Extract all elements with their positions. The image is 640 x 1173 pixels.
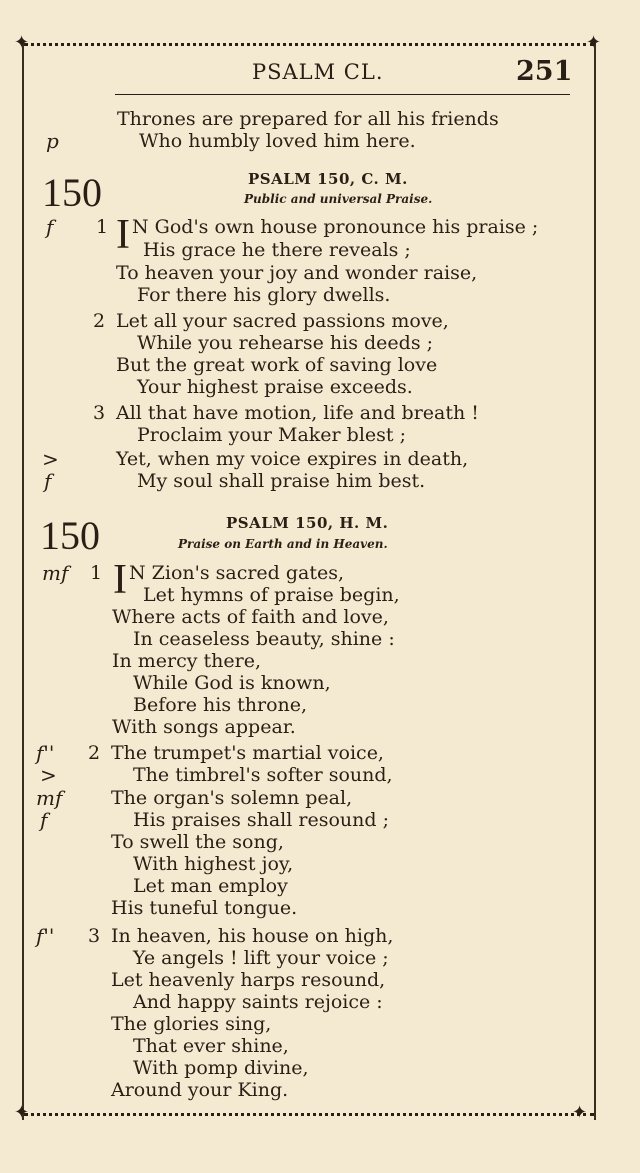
dynamic-mark: f'' <box>36 924 55 948</box>
hymn-subtitle: Praise on Earth and in Heaven. <box>178 537 388 551</box>
dynamic-mark: mf <box>36 786 63 810</box>
verse-line: Proclaim your Maker blest ; <box>137 424 406 446</box>
hymn-title: PSALM 150, H. M. <box>226 514 389 532</box>
verse-line: While you rehearse his deeds ; <box>137 332 434 354</box>
verse-line: And happy saints rejoice : <box>133 991 383 1013</box>
page-number: 251 <box>516 56 573 87</box>
drop-cap: I <box>116 212 130 258</box>
right-border <box>594 42 596 1120</box>
verse-line: Yet, when my voice expires in death, <box>116 448 469 470</box>
verse-line: To heaven your joy and wonder raise, <box>116 262 478 284</box>
drop-cap: I <box>113 557 127 603</box>
hymn-subtitle: Public and universal Praise. <box>244 192 433 206</box>
hymn-number: 150 <box>42 170 102 215</box>
hymn-number: 150 <box>40 513 100 558</box>
top-ornament-rule <box>24 43 594 46</box>
verse-line: The organ's solemn peal, <box>111 787 353 809</box>
top-left-ornament-icon: ✦ <box>14 32 30 53</box>
verse-number: 2 <box>93 310 106 332</box>
verse-line: His tuneful tongue. <box>111 897 298 919</box>
verse-line: In heaven, his house on high, <box>111 925 394 947</box>
dynamic-mark: > <box>42 447 59 471</box>
continuation-line: Thrones are prepared for all his friends <box>117 108 499 130</box>
continuation-line: Who humbly loved him here. <box>139 130 416 152</box>
verse-number: 1 <box>96 216 109 238</box>
verse-line: While God is known, <box>133 672 331 694</box>
verse-line: Around your King. <box>111 1079 289 1101</box>
verse-line: The trumpet's martial voice, <box>111 742 384 764</box>
verse-line: My soul shall praise him best. <box>137 470 426 492</box>
verse-line: Let hymns of praise begin, <box>143 584 400 606</box>
hymn-title: PSALM 150, C. M. <box>248 170 408 188</box>
dynamic-mark: mf <box>42 561 69 585</box>
verse-line: To swell the song, <box>111 831 284 853</box>
bottom-ornament-rule <box>24 1113 594 1116</box>
top-right-ornament-icon: ✦ <box>586 32 602 53</box>
left-border <box>22 42 24 1120</box>
verse-line: That ever shine, <box>133 1035 289 1057</box>
dynamic-mark: f <box>44 469 52 493</box>
verse-line: His grace he there reveals ; <box>143 239 411 261</box>
verse-line: Your highest praise exceeds. <box>137 376 413 398</box>
verse-line: Let all your sacred passions move, <box>116 310 449 332</box>
verse-line: But the great work of saving love <box>116 354 438 376</box>
dynamic-mark: f <box>46 215 54 239</box>
header-rule <box>115 94 570 95</box>
verse-line: All that have motion, life and breath ! <box>116 402 479 424</box>
verse-line: His praises shall resound ; <box>133 809 389 831</box>
verse-line: The timbrel's softer sound, <box>133 764 393 786</box>
verse-line: N Zion's sacred gates, <box>129 562 345 584</box>
verse-number: 3 <box>93 402 106 424</box>
bottom-right-ornament-icon: ✦ <box>572 1102 588 1123</box>
verse-line: With pomp divine, <box>133 1057 309 1079</box>
verse-line: Where acts of faith and love, <box>112 606 389 628</box>
verse-line: Let heavenly harps resound, <box>111 969 386 991</box>
verse-number: 3 <box>88 925 101 947</box>
verse-line: In mercy there, <box>112 650 262 672</box>
dynamic-mark: f <box>40 808 48 832</box>
verse-number: 1 <box>90 562 103 584</box>
dynamic-mark: p <box>46 129 59 153</box>
bottom-left-ornament-icon: ✦ <box>14 1102 30 1123</box>
dynamic-mark: > <box>40 763 57 787</box>
verse-line: With songs appear. <box>112 716 296 738</box>
verse-line: With highest joy, <box>133 853 294 875</box>
verse-line: Before his throne, <box>133 694 308 716</box>
verse-line: The glories sing, <box>111 1013 272 1035</box>
dynamic-mark: f'' <box>36 741 55 765</box>
verse-line: N God's own house pronounce his praise ; <box>132 216 539 238</box>
running-header: PSALM CL. <box>252 60 384 84</box>
verse-line: For there his glory dwells. <box>137 284 391 306</box>
verse-line: Ye angels ! lift your voice ; <box>133 947 389 969</box>
verse-line: Let man employ <box>133 875 288 897</box>
verse-number: 2 <box>88 742 101 764</box>
verse-line: In ceaseless beauty, shine : <box>133 628 395 650</box>
